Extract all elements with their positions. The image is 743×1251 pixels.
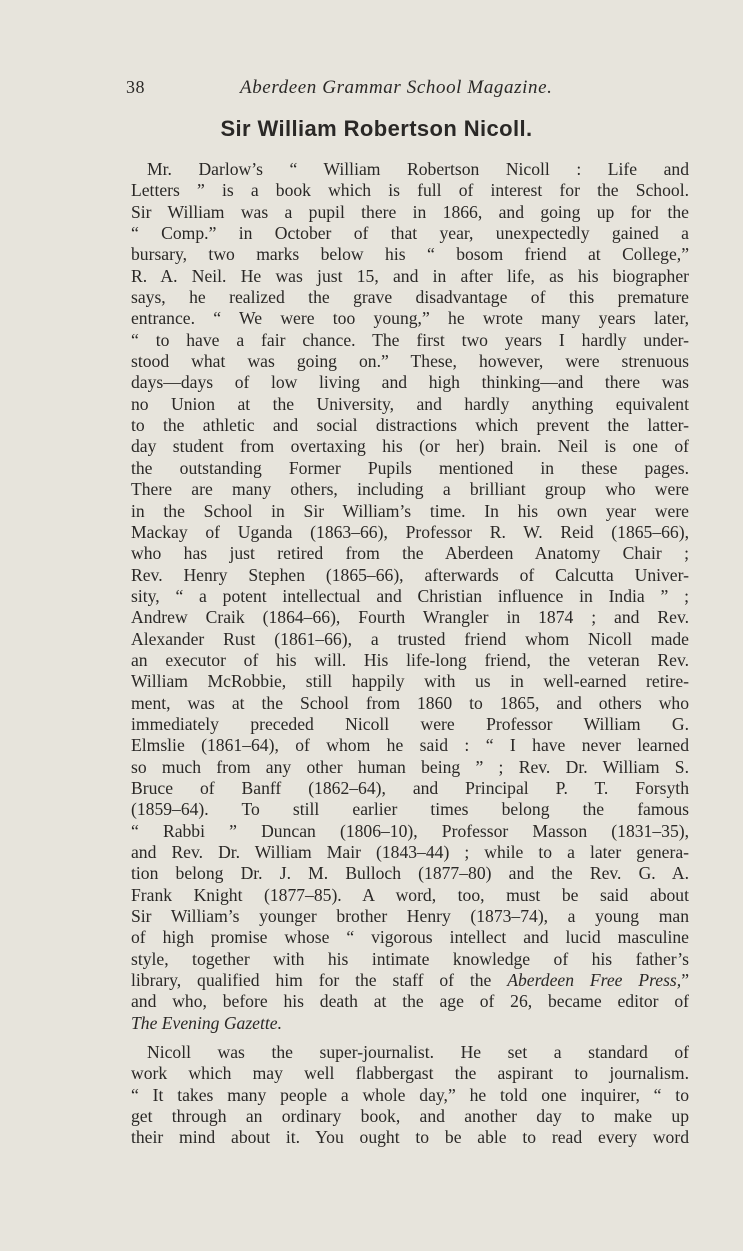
- text-line: so much from any other human being ” ; Rev. Dr. William S.: [131, 756, 689, 777]
- text-line: Sir William’s younger brother Henry (1873–74), a young man: [131, 906, 689, 927]
- article-title: [0, 116, 743, 142]
- text-line: Letters ” is a book which is full of interest for the School.: [131, 180, 689, 201]
- text-line: Elmslie (1861–64), of whom he said : “ I have never learned: [131, 735, 689, 756]
- text-line: of high promise whose “ vigorous intellect and lucid masculine: [131, 927, 689, 948]
- text-line: Bruce of Banff (1862–64), and Principal P. T. Forsyth: [131, 777, 689, 798]
- text-line: R. A. Neil. He was just 15, and in after life, as his biographer: [131, 265, 689, 286]
- text-line: their mind about it. You ought to be able to read every word: [131, 1127, 689, 1148]
- publication-name: The Evening Gazette.: [131, 1012, 282, 1033]
- text-line: tion belong Dr. J. M. Bulloch (1877–80) and the Rev. G. A.: [131, 863, 689, 884]
- article-body: [131, 159, 689, 1149]
- text-line: immediately preceded Nicoll were Professor William G.: [131, 713, 689, 734]
- text-line: “ Comp.” in October of that year, unexpectedly gained a: [131, 223, 689, 244]
- text-line: who has just retired from the Aberdeen Anatomy Chair ;: [131, 543, 689, 564]
- text-line: no Union at the University, and hardly anything equivalent: [131, 393, 689, 414]
- text-line: ment, was at the School from 1860 to 1865, and others who: [131, 692, 689, 713]
- paragraph-gap: [131, 1034, 689, 1042]
- text-line: Rev. Henry Stephen (1865–66), afterwards of Calcutta Univer-: [131, 564, 689, 585]
- text-line: library, qualified him for the staff of the Aberdeen Free Press,”: [131, 970, 689, 991]
- running-head: [126, 77, 596, 103]
- text-line: day student from overtaxing his (or her) brain. Neil is one of: [131, 436, 689, 457]
- page-number: 38: [126, 77, 145, 97]
- text-line: Sir William was a pupil there in 1866, and going up for the: [131, 201, 689, 222]
- text-line: and who, before his death at the age of 26, became editor of: [131, 991, 689, 1012]
- text-line: and Rev. Dr. William Mair (1843–44) ; while to a later genera-: [131, 842, 689, 862]
- text-line: Nicoll was the super-journalist. He set a standard of: [147, 1042, 689, 1063]
- text-line: the outstanding Former Pupils mentioned in these pages.: [131, 457, 689, 478]
- text-line: work which may well flabbergast the aspirant to journalism.: [131, 1063, 689, 1084]
- text-line: days—days of low living and high thinking—and there was: [131, 372, 689, 393]
- text-line: Mackay of Uganda (1863–66), Professor R. W. Reid (1865–66),: [131, 521, 689, 542]
- text-line: [131, 1013, 689, 1034]
- text-line: an executor of his will. His life-long friend, the veteran Rev.: [131, 649, 689, 670]
- text-line: to the athletic and social distractions which prevent the latter-: [131, 415, 689, 436]
- text-line: Alexander Rust (1861–66), a trusted friend whom Nicoll made: [131, 628, 689, 649]
- text-line: entrance. “ We were too young,” he wrote many years later,: [131, 308, 689, 329]
- text-line: “ to have a fair chance. The first two years I hardly under-: [131, 329, 689, 350]
- publication-name: Aberdeen Free Press,: [507, 970, 682, 991]
- text-line: William McRobbie, still happily with us in well-earned retire-: [131, 671, 689, 692]
- text-line: Mr. Darlow’s “ William Robertson Nicoll : Life and: [147, 159, 689, 179]
- text-line: style, together with his intimate knowledge of his father’s: [131, 948, 689, 969]
- text-line: Andrew Craik (1864–66), Fourth Wrangler in 1874 ; and Rev.: [131, 607, 689, 628]
- text-line: Frank Knight (1877–85). A word, too, must be said about: [131, 884, 689, 905]
- text-line: in the School in Sir William’s time. In his own year were: [131, 500, 689, 521]
- text-line: There are many others, including a brilliant group who were: [131, 479, 689, 500]
- text-line: stood what was going on.” These, however, were strenuous: [131, 351, 689, 372]
- text-line: “ It takes many people a whole day,” he told one inquirer, “ to: [131, 1084, 689, 1105]
- journal-title: Aberdeen Grammar School Magazine.: [240, 77, 553, 98]
- article-title-text: Sir William Robertson Nicoll.: [220, 116, 533, 141]
- text-line: bursary, two marks below his “ bosom friend at College,”: [131, 244, 689, 265]
- text-line: says, he realized the grave disadvantage of this premature: [131, 287, 689, 308]
- text-line: (1859–64). To still earlier times belong the famous: [131, 799, 689, 820]
- text-line: “ Rabbi ” Duncan (1806–10), Professor Masson (1831–35),: [131, 820, 689, 841]
- text-line: sity, “ a potent intellectual and Christian influence in India ” ;: [131, 585, 689, 606]
- paragraph-1: [131, 159, 689, 1034]
- text-line: get through an ordinary book, and another day to make up: [131, 1106, 689, 1127]
- paragraph-2: [131, 1042, 689, 1149]
